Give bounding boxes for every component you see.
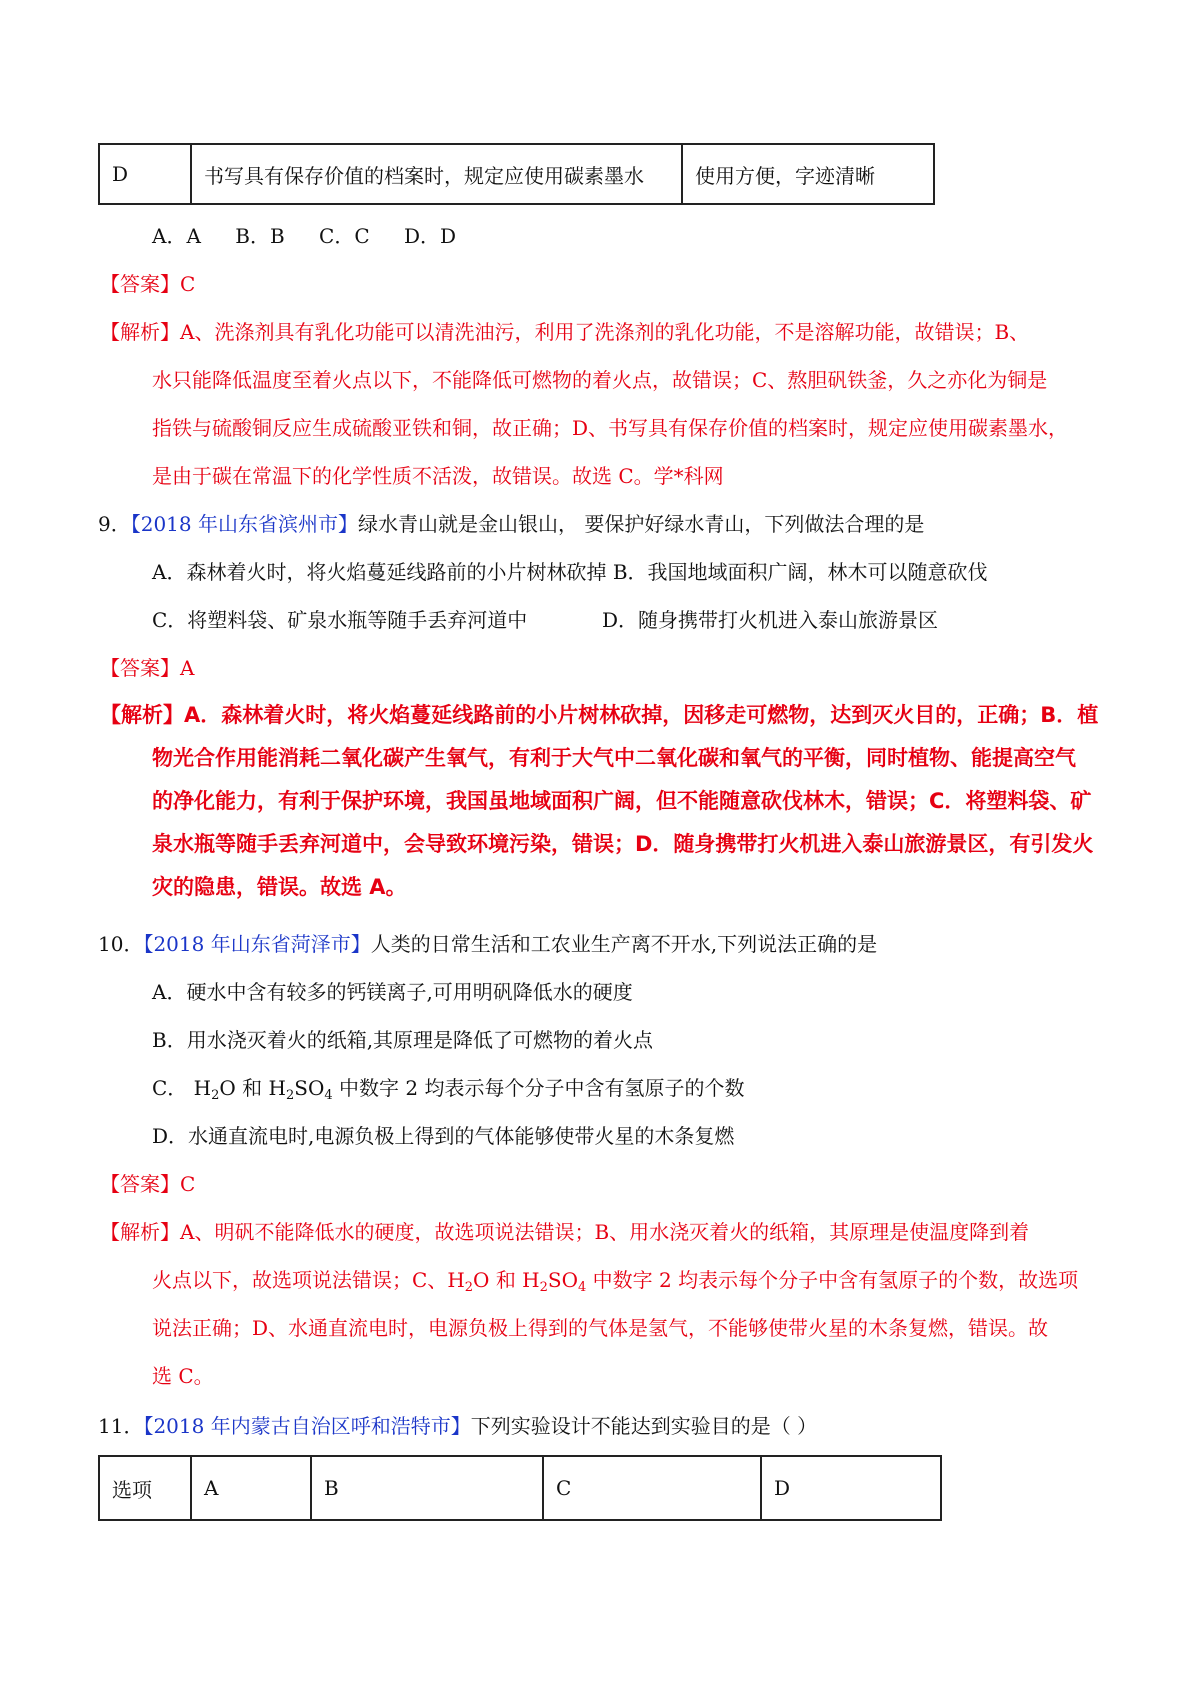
q8-analysis-line-4: 是由于碳在常温下的化学性质不活泼，故错误。故选 C。学*科网 [152,464,724,488]
option-text: 中数字 2 均表示每个分子中含有氢原子的个数 [339,1076,745,1100]
q9-analysis-line-3: 的净化能力，有利于保护环境，我国虽地域面积广阔，但不能随意砍伐林木，错误；C．将塑料袋、矿 [152,789,1092,813]
q8-options [152,222,456,250]
q9-analysis-line-1 [100,700,1098,730]
table-row [99,1456,941,1520]
question-number: 9． [98,512,131,536]
q9-options-cd [152,606,938,634]
q11-stem [98,1412,817,1440]
answer-value: C [180,1172,196,1196]
question-number: 10． [98,932,144,956]
question-text: 下列实验设计不能达到实验目的是（ ） [470,1414,818,1438]
table-cell: 书写具有保存价值的档案时，规定应使用碳素墨水 [191,144,682,204]
table-cell: 使用方便，字迹清晰 [682,144,934,204]
option: D．D [403,224,457,248]
option-d: D．随身携带打火机进入泰山旅游景区 [602,608,939,632]
option: A．A [152,224,201,248]
analysis-label: 【解析】 [100,703,184,727]
q10-analysis-line-3: 说法正确；D、水通直流电时，电源负极上得到的气体是氢气，不能够使带火星的木条复燃，错误。故 [152,1316,1049,1340]
option: C．C [319,224,370,248]
table-cell: D [761,1456,941,1520]
q9-analysis-line-2: 物光合作用能消耗二氧化碳产生氧气，有利于大气中二氧化碳和氧气的平衡，同时植物、能提高空气 [152,746,1076,770]
table-cell: C [543,1456,761,1520]
q10-option-d: D．水通直流电时,电源负极上得到的气体能够使带火星的木条复燃 [152,1124,735,1148]
analysis-text: 火点以下，故选项说法错误；C、 [152,1268,448,1292]
option-c: C．将塑料袋、矿泉水瓶等随手丢弃河道中 [152,608,528,632]
question-text: 人类的日常生活和工农业生产离不开水,下列说法正确的是 [370,932,878,956]
answer-label: 【答案】 [100,1172,180,1196]
option-a: A．森林着火时，将火焰蔓延线路前的小片树林砍掉 [152,560,607,584]
q11-options-table [98,1455,942,1521]
question-number: 11． [98,1414,144,1438]
analysis-label: 【解析】 [100,1220,180,1244]
option: B．B [235,224,285,248]
q8-analysis-line-3: 指铁与硫酸铜反应生成硫酸亚铁和铜，故正确；D、书写具有保存价值的档案时，规定应使用碳素墨水， [152,416,1069,440]
q10-option-c [152,1074,744,1102]
analysis-label: 【解析】 [100,320,180,344]
q10-stem [98,930,877,958]
q10-analysis-line-4: 选 C。 [152,1364,214,1388]
q10-analysis-line-1 [100,1218,1029,1246]
formula-h2o: $H_2O$ [193,1076,236,1103]
analysis-text: A．森林着火时，将火焰蔓延线路前的小片树林砍掉，因移走可燃物，达到灭火目的，正确；B．植 [184,703,1099,727]
answer-label: 【答案】 [100,656,180,680]
answer-label: 【答案】 [100,272,180,296]
q10-answer [100,1170,195,1198]
q9-options-ab [152,558,988,586]
q10-analysis-line-2: 火点以下，故选项说法错误；C、$H_2O$ 和 $H_2SO_4$ 中数字 2 均表示每个分子中含有氢原子的个数，故选项 [152,1268,1079,1295]
q9-answer [100,654,194,682]
q10-option-b: B．用水浇灭着火的纸箱,其原理是降低了可燃物的着火点 [152,1028,654,1052]
analysis-text: A、洗涤剂具有乳化功能可以清洗油污，利用了洗涤剂的乳化功能，不是溶解功能，故错误；B、 [180,320,1030,344]
q9-analysis-line-5: 灾的隐患，错误。故选 A。 [152,875,407,899]
table-cell: A [191,1456,311,1520]
q8-analysis-line-2: 水只能降低温度至着火点以下，不能降低可燃物的着火点，故错误；C、熬胆矾铁釜，久之亦化为铜是 [152,368,1048,392]
table-cell: B [311,1456,543,1520]
question-text: 绿水青山就是金山银山， 要保护好绿水青山，下列做法合理的是 [358,512,925,536]
question-source: 【2018 年内蒙古自治区呼和浩特市】 [143,1414,471,1438]
formula-h2so4: $H_2SO_4$ [268,1076,333,1103]
table-cell: D [99,144,191,204]
and-word: 和 [242,1076,263,1100]
analysis-text: 中数字 2 均表示每个分子中含有氢原子的个数，故选项 [592,1268,1079,1292]
answer-value: A [180,656,195,680]
q9-analysis-line-4: 泉水瓶等随手丢弃河道中，会导致环境污染，错误；D．随身携带打火机进入泰山旅游景区，有引发火 [152,832,1094,856]
q8-answer [100,270,195,298]
option-b: B．我国地域面积广阔，林木可以随意砍伐 [612,560,988,584]
and-word: 和 [495,1268,516,1292]
q8-analysis-line-1 [100,318,1029,346]
q8-options-table-last-row [98,143,935,205]
analysis-text: A、明矾不能降低水的硬度，故选项说法错误；B、用水浇灭着火的纸箱，其原理是使温度降到着 [180,1220,1030,1244]
table-row [99,144,934,204]
question-source: 【2018 年山东省菏泽市】 [143,932,371,956]
table-cell: 选项 [99,1456,191,1520]
q10-option-a: A．硬水中含有较多的钙镁离子,可用明矾降低水的硬度 [152,980,633,1004]
q9-stem [98,510,924,538]
answer-value: C [180,272,196,296]
option-prefix: C． [152,1076,188,1100]
question-source: 【2018 年山东省滨州市】 [130,512,358,536]
